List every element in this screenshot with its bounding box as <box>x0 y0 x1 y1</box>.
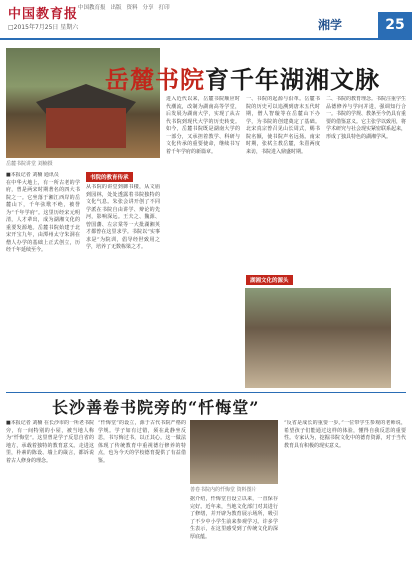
second-column-3: 据介绍，忏悔堂自设立以来，一直保存完好。近年来，当地文化部门对其进行了修缮，并开辟为教育展示场所，吸引了不少中小学生前来参观学习。许多学生表示，在这里感受到了传统文化的深厚底蕴。 <box>190 496 278 540</box>
headline-red: 岳麓书院 <box>105 65 205 94</box>
page-number: 25 <box>378 12 412 38</box>
headline-black: 育千年湖湘文脉 <box>205 65 380 94</box>
masthead <box>0 0 412 40</box>
second-column-2: “忏悔堂”的设立，源于古代书院严格的学规。学子如有过错，须在此静坐反思，书写悔过书，以正其心。这一做法体现了传统教育中重视德行修养的特点，也为今天的学校德育提供了有益借鉴。 <box>98 420 186 464</box>
section-name: 湘学 <box>318 18 343 32</box>
feature-subhead: 书院的教育传承 <box>86 172 133 182</box>
toolbar-item[interactable]: 资料 <box>126 5 138 11</box>
toolbar-item[interactable]: 打印 <box>158 5 170 11</box>
issue-date: □2015年7月25日 星期六 <box>8 24 79 31</box>
second-column-4: “反省是成长的重要一步。”一位带学生参观的老师说，希望孩子们能通过这样的体验，懂得自我反思的重要性。专家认为，挖掘书院文化中的德育资源，对于当代教育具有积极的现实意义。 <box>284 420 406 449</box>
feature-byline: ■本报记者 刘楠 通讯员 <box>6 172 59 178</box>
feature-subhead: 湖湘文化的源头 <box>246 275 293 285</box>
second-headline: 长沙善卷书院旁的“忏悔堂” <box>52 398 260 417</box>
feature-body: 在中华大地上，有一所古老的学府，曾是两宋时期著名的四大书院之一。它坐落于湘江西岸的岳麓山下，千年弦歌不绝，被誉为“千年学府”。这里历经宋元明清，人才辈出，成为湖湘文化的重要发源地。岳麓书院始建于北宋开宝九年，由潭州太守朱洞在僧人办学的基础上正式创立，历经千年延续至今。 <box>6 179 80 253</box>
second-column-1: ■本报记者 刘楠 在长沙市的一所老书院旁，有一间特别的小屋，被当地人称为“忏悔堂”。这里曾是学子反思自省的地方，承载着独特的教育意义。走进这里，朴素的陈设、墙上的箴言，都诉说着古人修身的理念。 <box>6 420 94 464</box>
section-divider <box>6 392 406 393</box>
newspaper-logo: 中国教育报 <box>8 7 79 22</box>
photo-hall <box>46 108 126 148</box>
feature-column-1 <box>6 172 80 384</box>
feature-column-5: 二、书院的教育理念。书院注重学生品德修养与学问并进，强调知行合一。书院的学规、教条至今仍具有重要的借鉴意义。它主张学以致用，将学术研究与社会现实紧密联系起来，形成了独具特色的湖湘学风。 <box>326 96 406 140</box>
feature-headline <box>105 60 380 95</box>
feature-column-2: 从书院的讲堂到御书楼，从文庙到园林，处处透露着书院独特的文化气息。朱张会讲开创了不同学派在书院自由讲学、辩论的先河，影响深远。王夫之、魏源、曾国藩、左宗棠等一大批湖湘英才都曾在这里求学。书院以“实事求是”为院训，倡导经世致用之学，培养了无数栋梁之才。 <box>86 184 160 250</box>
toolbar-item[interactable]: 出版 <box>110 5 122 11</box>
feature-photo-caption: 岳麓书院讲堂 刘楠摄 <box>6 161 53 167</box>
second-photo-caption: 善卷书院内的忏悔堂 资料图片 <box>190 487 257 493</box>
toolbar-item[interactable]: 中国教育报 <box>78 5 106 11</box>
toolbar <box>78 3 170 11</box>
second-photo <box>190 420 278 484</box>
feature-photo-2 <box>245 288 391 388</box>
feature-column-4: 一、书院的起源与沿革。岳麓书院的历史可以追溯到唐末五代时期，僧人智璇等在岳麓山下办学，为书院的创建奠定了基础。北宋真宗曾召见山长周式，赐书院名额，使书院声名远扬。南宋时期，张栻主教岳麓，朱熹两度来访，书院进入鼎盛时期。 <box>246 96 320 155</box>
toolbar-item[interactable]: 分享 <box>142 5 154 11</box>
feature-column-3: 进入近代以来，岳麓书院顺应时代潮流，改制为湖南高等学堂，后发展为湖南大学，实现了从古代书院到现代大学的历史转变。如今，岳麓书院既是湖南大学的一部分，又承担着教学、科研与文化传承的重要使命，继续书写着千年学府的新篇章。 <box>166 96 240 155</box>
